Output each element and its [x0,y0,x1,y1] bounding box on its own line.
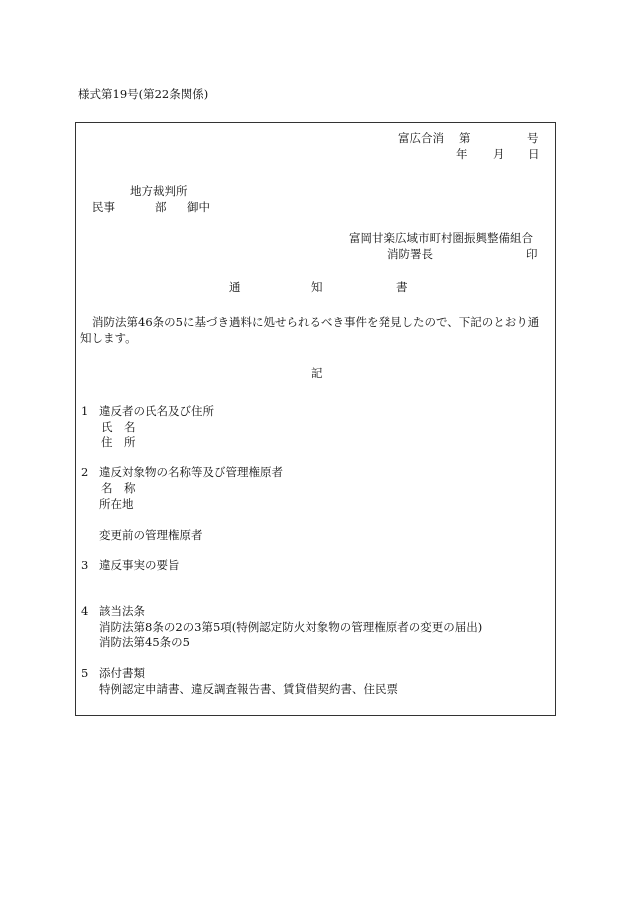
item-2-number: 2 [81,465,89,479]
item-1-address-char-1: 住 [101,435,113,449]
ki-heading: 記 [311,366,323,380]
doc-title-char-1: 通 [229,280,241,294]
doc-title-char-3: 書 [396,280,408,294]
doc-number-go: 号 [527,131,539,145]
item-5-title: 添付書類 [99,666,145,680]
item-2-title: 違反対象物の名称等及び管理権原者 [99,465,283,479]
item-1-number: 1 [81,404,89,418]
sender-title: 消防署長 [387,247,433,261]
doc-title-char-2: 知 [311,280,323,294]
sender-organization: 富岡甘楽広域市町村圏振興整備組合 [349,231,533,245]
sender-seal: 印 [526,247,538,261]
body-text-line-1: 消防法第46条の5に基づき過料に処せられるべき事件を発見したので、下記のとおり通 [92,315,540,329]
addressee-onchu: 御中 [187,200,210,214]
form-label: 様式第19号(第22条関係) [78,87,209,101]
doc-number-dai: 第 [459,131,471,145]
addressee-bu: 部 [155,200,167,214]
item-3-number: 3 [81,558,89,572]
item-1-title: 違反者の氏名及び住所 [99,404,214,418]
item-2-name-char-2: 称 [124,481,136,495]
doc-code: 富広合消 [398,131,444,145]
addressee-court: 地方裁判所 [130,184,188,198]
date-year: 年 [456,147,468,161]
date-month: 月 [493,147,505,161]
item-1-address-char-2: 所 [124,435,136,449]
item-4-law-2: 消防法第45条の5 [99,635,190,649]
addressee-minji: 民事 [92,200,115,214]
body-text-line-2: 知します。 [80,331,137,345]
item-2-location: 所在地 [99,497,134,511]
item-2-name-char-1: 名 [101,481,113,495]
item-1-name-char-1: 氏 [101,420,113,434]
item-1-name-char-2: 名 [124,420,136,434]
item-4-law-1: 消防法第8条の2の3第5項(特例認定防火対象物の管理権原者の変更の届出) [99,620,483,634]
item-5-attachments: 特例認定申請書、違反調査報告書、賃貸借契約書、住民票 [99,682,398,696]
date-day: 日 [528,147,540,161]
item-2-previous-owner: 変更前の管理権原者 [99,528,203,542]
item-3-title: 違反事実の要旨 [99,558,180,572]
item-5-number: 5 [81,666,89,680]
item-4-title: 該当法条 [99,604,145,618]
item-4-number: 4 [81,604,89,618]
